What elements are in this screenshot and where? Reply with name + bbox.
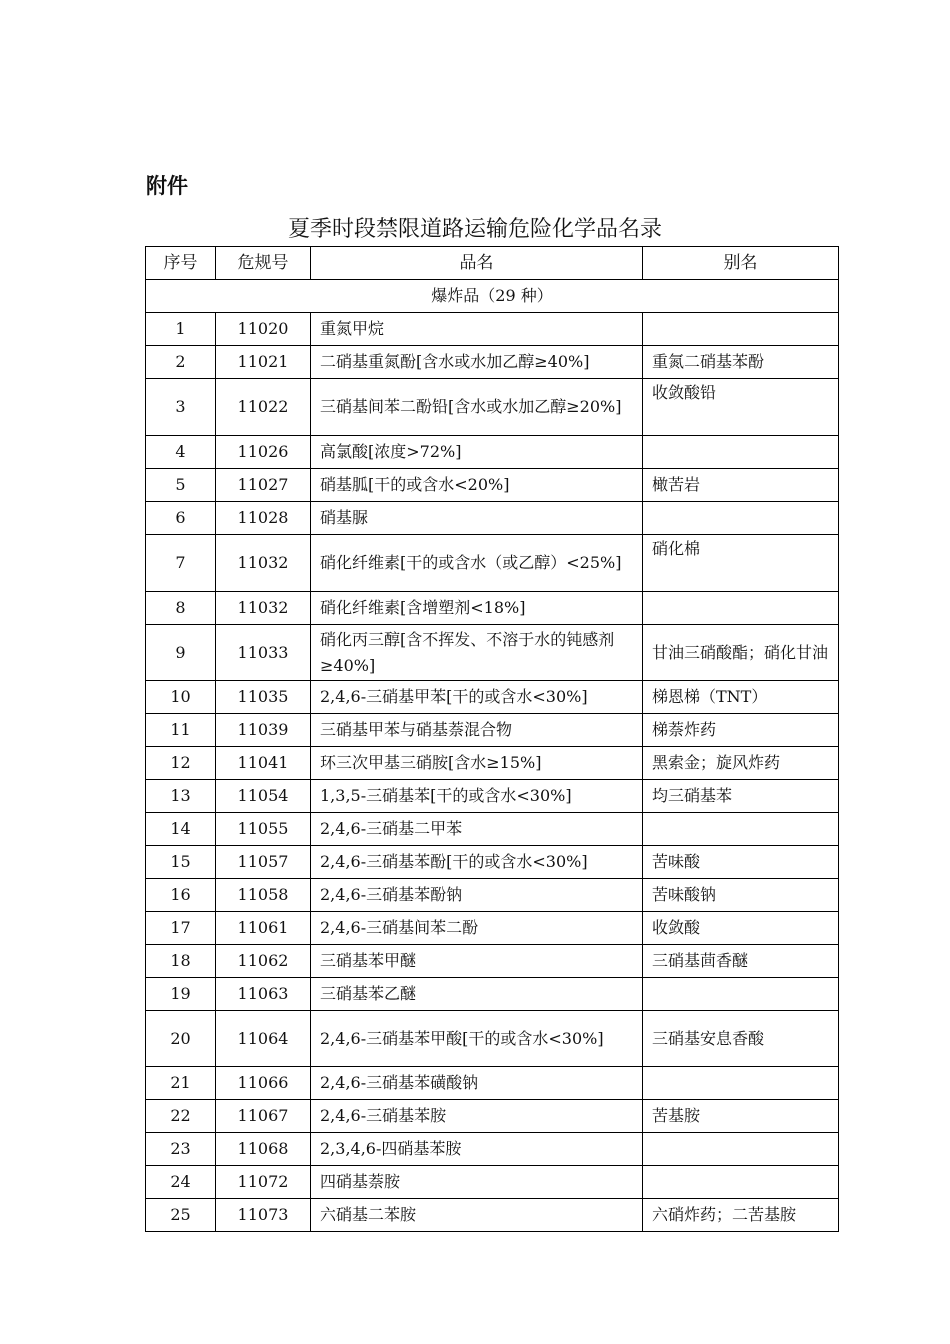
row-code: 11032 [216, 535, 311, 592]
header-name: 品名 [311, 247, 643, 280]
row-number: 7 [146, 535, 216, 592]
row-alias: 三硝基安息香酸 [643, 1011, 839, 1067]
table-row [146, 747, 839, 780]
row-alias: 橄苦岩 [643, 469, 839, 502]
row-code: 11022 [216, 379, 311, 436]
row-name: 三硝基苯乙醚 [311, 978, 643, 1011]
row-code: 11027 [216, 469, 311, 502]
table-row [146, 813, 839, 846]
row-number: 9 [146, 625, 216, 681]
row-alias [643, 502, 839, 535]
row-number: 12 [146, 747, 216, 780]
row-alias [643, 1166, 839, 1199]
table-row [146, 313, 839, 346]
row-number: 5 [146, 469, 216, 502]
row-name: 2,4,6-三硝基苯磺酸钠 [311, 1067, 643, 1100]
row-name: 2,4,6-三硝基苯胺 [311, 1100, 643, 1133]
row-number: 6 [146, 502, 216, 535]
attachment-label: 附件 [146, 174, 188, 198]
row-number: 14 [146, 813, 216, 846]
row-name: 2,4,6-三硝基苯酚[干的或含水<30%] [311, 846, 643, 879]
row-code: 11041 [216, 747, 311, 780]
table-row [146, 945, 839, 978]
table-row [146, 502, 839, 535]
row-code: 11032 [216, 592, 311, 625]
row-alias: 苦味酸钠 [643, 879, 839, 912]
row-number: 2 [146, 346, 216, 379]
row-alias [643, 1067, 839, 1100]
table-row [146, 879, 839, 912]
table-row [146, 625, 839, 681]
row-number: 10 [146, 681, 216, 714]
table-row [146, 912, 839, 945]
row-name: 六硝基二苯胺 [311, 1199, 643, 1232]
row-code: 11072 [216, 1166, 311, 1199]
row-code: 11062 [216, 945, 311, 978]
table-row [146, 1011, 839, 1067]
row-name: 硝化纤维素[含增塑剂<18%] [311, 592, 643, 625]
row-code: 11021 [216, 346, 311, 379]
row-number: 15 [146, 846, 216, 879]
row-name: 三硝基甲苯与硝基萘混合物 [311, 714, 643, 747]
header-code: 危规号 [216, 247, 311, 280]
table-row [146, 780, 839, 813]
table-row [146, 1100, 839, 1133]
row-name: 硝化纤维素[干的或含水（或乙醇）<25%] [311, 535, 643, 592]
row-alias: 硝化棉 [643, 535, 839, 592]
row-name: 四硝基萘胺 [311, 1166, 643, 1199]
row-code: 11039 [216, 714, 311, 747]
row-code: 11058 [216, 879, 311, 912]
table-row [146, 346, 839, 379]
row-code: 11057 [216, 846, 311, 879]
table-row [146, 1166, 839, 1199]
row-number: 4 [146, 436, 216, 469]
row-name: 2,3,4,6-四硝基苯胺 [311, 1133, 643, 1166]
row-name: 2,4,6-三硝基甲苯[干的或含水<30%] [311, 681, 643, 714]
row-name: 三硝基间苯二酚铅[含水或水加乙醇≥20%] [311, 379, 643, 436]
table-row [146, 1133, 839, 1166]
table-row [146, 535, 839, 592]
row-number: 19 [146, 978, 216, 1011]
row-number: 24 [146, 1166, 216, 1199]
row-number: 23 [146, 1133, 216, 1166]
chemicals-table [145, 246, 839, 1232]
row-alias: 苦基胺 [643, 1100, 839, 1133]
row-code: 11063 [216, 978, 311, 1011]
page-title: 夏季时段禁限道路运输危险化学品名录 [287, 217, 662, 242]
row-code: 11061 [216, 912, 311, 945]
row-name: 高氯酸[浓度>72%] [311, 436, 643, 469]
row-code: 11035 [216, 681, 311, 714]
table-row [146, 681, 839, 714]
header-no: 序号 [146, 247, 216, 280]
row-alias [643, 1133, 839, 1166]
row-name: 三硝基苯甲醚 [311, 945, 643, 978]
row-name: 硝化丙三醇[含不挥发、不溶于水的钝感剂≥40%] [311, 625, 643, 681]
table-row [146, 1199, 839, 1232]
row-alias [643, 436, 839, 469]
row-code: 11068 [216, 1133, 311, 1166]
table-row [146, 379, 839, 436]
row-alias [643, 313, 839, 346]
row-code: 11020 [216, 313, 311, 346]
row-number: 8 [146, 592, 216, 625]
row-number: 1 [146, 313, 216, 346]
row-alias: 黑索金；旋风炸药 [643, 747, 839, 780]
row-alias: 重氮二硝基苯酚 [643, 346, 839, 379]
header-alias: 别名 [643, 247, 839, 280]
row-name: 2,4,6-三硝基间苯二酚 [311, 912, 643, 945]
row-number: 20 [146, 1011, 216, 1067]
table-row [146, 1067, 839, 1100]
table-row [146, 436, 839, 469]
row-number: 13 [146, 780, 216, 813]
row-code: 11067 [216, 1100, 311, 1133]
row-code: 11054 [216, 780, 311, 813]
table-row [146, 592, 839, 625]
row-alias: 均三硝基苯 [643, 780, 839, 813]
row-code: 11073 [216, 1199, 311, 1232]
row-alias: 梯恩梯（TNT） [643, 681, 839, 714]
table-row [146, 978, 839, 1011]
row-alias: 三硝基茴香醚 [643, 945, 839, 978]
row-number: 11 [146, 714, 216, 747]
row-number: 18 [146, 945, 216, 978]
row-number: 17 [146, 912, 216, 945]
row-number: 16 [146, 879, 216, 912]
row-name: 环三次甲基三硝胺[含水≥15%] [311, 747, 643, 780]
table-row [146, 846, 839, 879]
row-alias: 收敛酸 [643, 912, 839, 945]
row-name: 2,4,6-三硝基苯酚钠 [311, 879, 643, 912]
table-header-row [146, 247, 839, 280]
group-label: 爆炸品（29 种） [146, 280, 839, 313]
row-alias: 六硝炸药；二苦基胺 [643, 1199, 839, 1232]
table-row [146, 469, 839, 502]
row-alias: 甘油三硝酸酯；硝化甘油 [643, 625, 839, 681]
row-name: 硝基胍[干的或含水<20%] [311, 469, 643, 502]
row-code: 11028 [216, 502, 311, 535]
row-number: 3 [146, 379, 216, 436]
row-name: 2,4,6-三硝基二甲苯 [311, 813, 643, 846]
row-name: 2,4,6-三硝基苯甲酸[干的或含水<30%] [311, 1011, 643, 1067]
row-code: 11055 [216, 813, 311, 846]
row-name: 硝基脲 [311, 502, 643, 535]
row-name: 1,3,5-三硝基苯[干的或含水<30%] [311, 780, 643, 813]
row-code: 11064 [216, 1011, 311, 1067]
row-number: 25 [146, 1199, 216, 1232]
row-alias [643, 592, 839, 625]
table-row [146, 714, 839, 747]
row-number: 21 [146, 1067, 216, 1100]
row-number: 22 [146, 1100, 216, 1133]
row-alias: 苦味酸 [643, 846, 839, 879]
row-code: 11026 [216, 436, 311, 469]
group-row [146, 280, 839, 313]
row-alias [643, 978, 839, 1011]
row-code: 11033 [216, 625, 311, 681]
row-name: 重氮甲烷 [311, 313, 643, 346]
row-alias: 梯萘炸药 [643, 714, 839, 747]
row-alias [643, 813, 839, 846]
row-alias: 收敛酸铅 [643, 379, 839, 436]
row-code: 11066 [216, 1067, 311, 1100]
row-name: 二硝基重氮酚[含水或水加乙醇≥40%] [311, 346, 643, 379]
